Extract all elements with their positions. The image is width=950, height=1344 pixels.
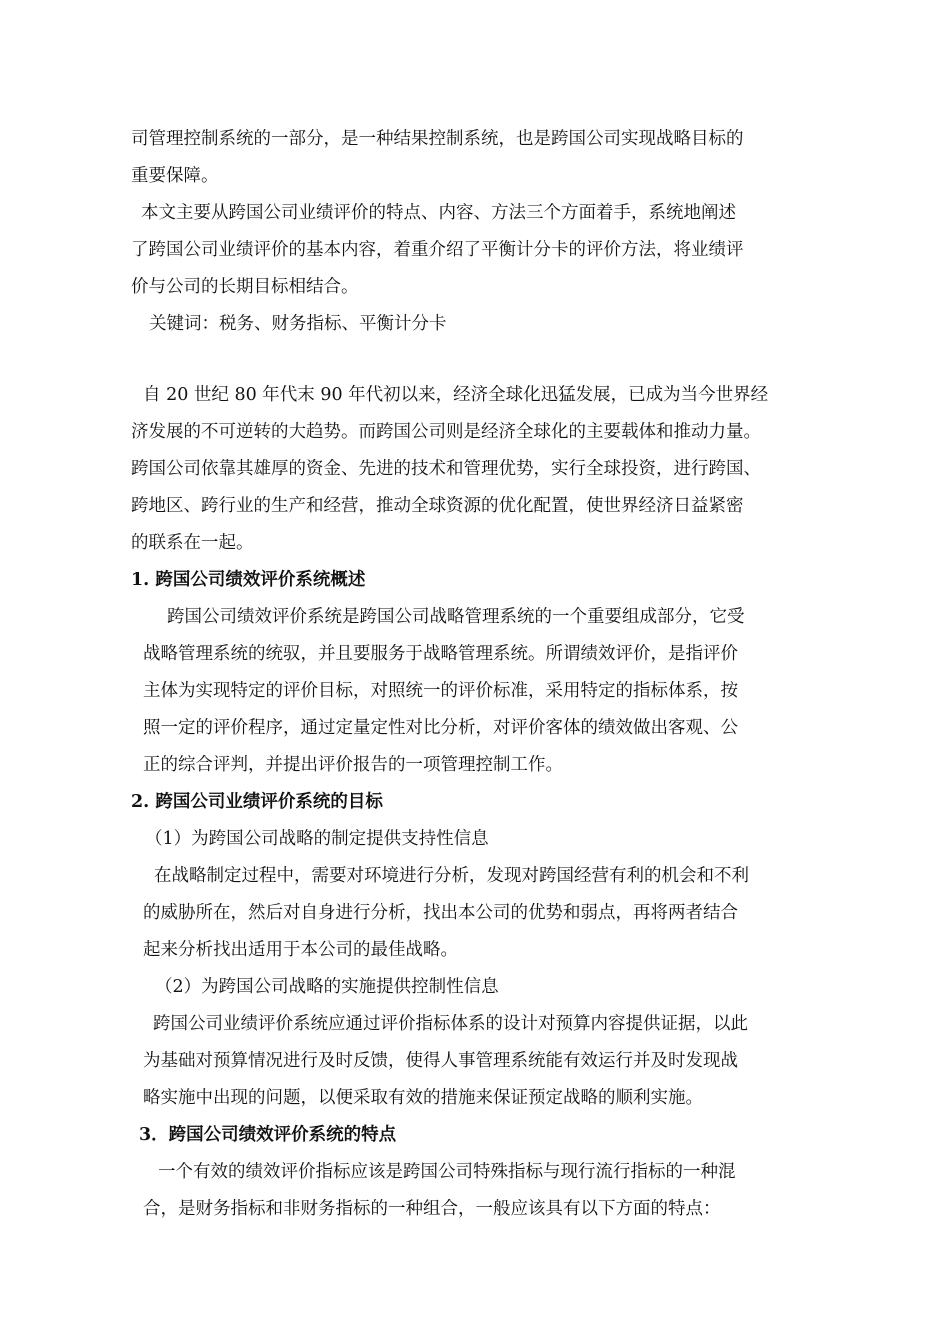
introduction-line-2: 济发展的不可逆转的大趋势。而跨国公司则是经济全球化的主要载体和推动力量。: [131, 422, 761, 442]
keywords: 关键词：税务、财务指标、平衡计分卡: [149, 314, 447, 334]
intro-continuation-line-2: 重要保障。: [131, 166, 219, 186]
section-2-subheading-2: （2）为跨国公司战略的实施提供控制性信息: [155, 977, 499, 997]
section-3-heading: 3．跨国公司绩效评价系统的特点: [139, 1125, 397, 1145]
section-1-line-1: 跨国公司绩效评价系统是跨国公司战略管理系统的一个重要组成部分，它受: [167, 607, 745, 627]
section-2-sub2-line-3: 略实施中出现的问题，以便采取有效的措施来保证预定战略的顺利实施。: [143, 1088, 703, 1108]
section-1-line-4: 照一定的评价程序，通过定量定性对比分析，对评价客体的绩效做出客观、公: [143, 718, 738, 738]
section-2-sub2-line-1: 跨国公司业绩评价系统应通过评价指标体系的设计对预算内容提供证据，以此: [153, 1014, 748, 1034]
section-1-heading: 1. 跨国公司绩效评价系统概述: [131, 570, 366, 590]
introduction-line-5: 的联系在一起。: [131, 533, 254, 553]
intro-continuation-line-1: 司管理控制系统的一部分，是一种结果控制系统，也是跨国公司实现战略目标的: [131, 129, 744, 149]
abstract-line-2: 了跨国公司业绩评价的基本内容，着重介绍了平衡计分卡的评价方法，将业绩评: [131, 240, 744, 260]
section-1-line-2: 战略管理系统的统驭，并且要服务于战略管理系统。所谓绩效评价，是指评价: [143, 644, 738, 664]
section-2-sub1-line-1: 在战略制定过程中，需要对环境进行分析，发现对跨国经营有利的机会和不利: [154, 866, 749, 886]
section-1-line-5: 正的综合评判，并提出评价报告的一项管理控制工作。: [143, 755, 563, 775]
section-1-line-3: 主体为实现特定的评价目标，对照统一的评价标准，采用特定的指标体系，按: [143, 681, 738, 701]
section-3-line-2: 合，是财务指标和非财务指标的一种组合，一般应该具有以下方面的特点：: [143, 1199, 721, 1219]
section-3-line-1: 一个有效的绩效评价指标应该是跨国公司特殊指标与现行流行指标的一种混: [158, 1162, 736, 1182]
section-2-subheading-1: （1）为跨国公司战略的制定提供支持性信息: [145, 829, 489, 849]
section-2-sub1-line-2: 的威胁所在，然后对自身进行分析，找出本公司的优势和弱点，再将两者结合: [143, 903, 738, 923]
abstract-line-1: 本文主要从跨国公司业绩评价的特点、内容、方法三个方面着手，系统地阐述: [141, 203, 736, 223]
section-2-heading: 2. 跨国公司业绩评价系统的目标: [131, 792, 383, 812]
section-2-sub1-line-3: 起来分析找出适用于本公司的最佳战略。: [143, 940, 458, 960]
abstract-line-3: 价与公司的长期目标相结合。: [131, 277, 359, 297]
introduction-line-1: 自 20 世纪 80 年代末 90 年代初以来，经济全球化迅猛发展，已成为当今世界经: [143, 385, 769, 405]
section-2-sub2-line-2: 为基础对预算情况进行及时反馈，使得人事管理系统能有效运行并及时发现战: [143, 1051, 738, 1071]
introduction-line-4: 跨地区、跨行业的生产和经营，推动全球资源的优化配置，使世界经济日益紧密: [131, 496, 744, 516]
introduction-line-3: 跨国公司依靠其雄厚的资金、先进的技术和管理优势，实行全球投资，进行跨国、: [131, 459, 761, 479]
